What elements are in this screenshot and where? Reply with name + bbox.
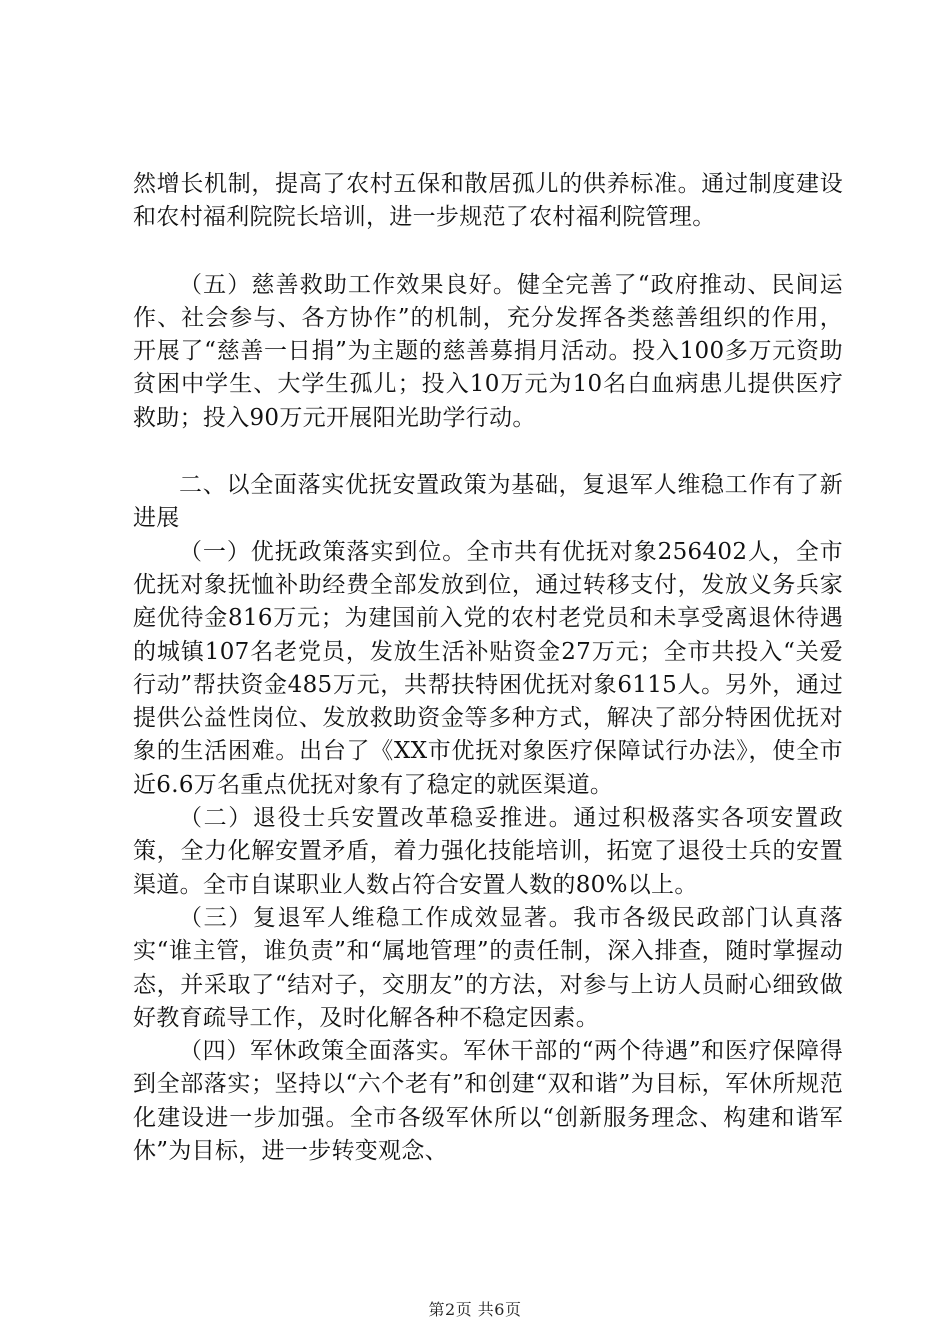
- paragraph-veteran-resettlement: （二）退役士兵安置改革稳妥推进。通过积极落实各项安置政策，全力化解安置矛盾，着力强化技能培训，拓宽了退役士兵的安置渠道。全市自谋职业人数占符合安置人数的80%以上。: [133, 805, 843, 898]
- paragraph-retired-military: （四）军休政策全面落实。军休干部的“两个待遇”和医疗保障得到全部落实；坚持以“六个老有”和创建“双和谐”为目标，军休所规范化建设进一步加强。全市各级军休所以“创新服务理念、构建和谐军休”为目标，进一步转变观念、: [133, 1038, 843, 1165]
- paragraph-charity-aid: （五）慈善救助工作效果良好。健全完善了“政府推动、民间运作、社会参与、各方协作”的机制，充分发挥各类慈善组织的作用，开展了“慈善一日捐”为主题的慈善募捐月活动。投入100多万元资助贫困中学生、大学生孤儿；投入10万元为10名白血病患儿提供医疗救助；投入90万元开展阳光助学行动。: [133, 271, 843, 431]
- section-heading-two: 二、以全面落实优抚安置政策为基础，复退军人维稳工作有了新进展: [133, 472, 843, 532]
- page-number-footer: 第2页 共6页: [428, 1300, 522, 1319]
- paragraph-preferential-policy: （一）优抚政策落实到位。全市共有优抚对象256402人，全市优抚对象抚恤补助经费全部发放到位，通过转移支付，发放义务兵家庭优待金816万元；为建国前入党的农村老党员和未享受离退休待遇的城镇107名老党员，发放生活补贴资金27万元；全市共投入“关爱行动”帮扶资金485万元，共帮扶特困优抚对象6115人。另外，通过提供公益性岗位、发放救助资金等多种方式，解决了部分特困优抚对象的生活困难。出台了《XX市优抚对象医疗保障试行办法》，使全市近6.6万名重点优抚对象有了稳定的就医渠道。: [133, 538, 843, 798]
- document-body: [133, 168, 843, 1168]
- paragraph-continuation: 然增长机制，提高了农村五保和散居孤儿的供养标准。通过制度建设和农村福利院院长培训，进一步规范了农村福利院管理。: [133, 171, 843, 231]
- paragraph-spacer: [133, 435, 843, 469]
- paragraph-veteran-stability: （三）复退军人维稳工作成效显著。我市各级民政部门认真落实“谁主管，谁负责”和“属地管理”的责任制，深入排查，随时掌握动态，并采取了“结对子，交朋友”的方法，对参与上访人员耐心细致做好教育疏导工作，及时化解各种不稳定因素。: [133, 904, 843, 1031]
- paragraph-spacer: [133, 235, 843, 269]
